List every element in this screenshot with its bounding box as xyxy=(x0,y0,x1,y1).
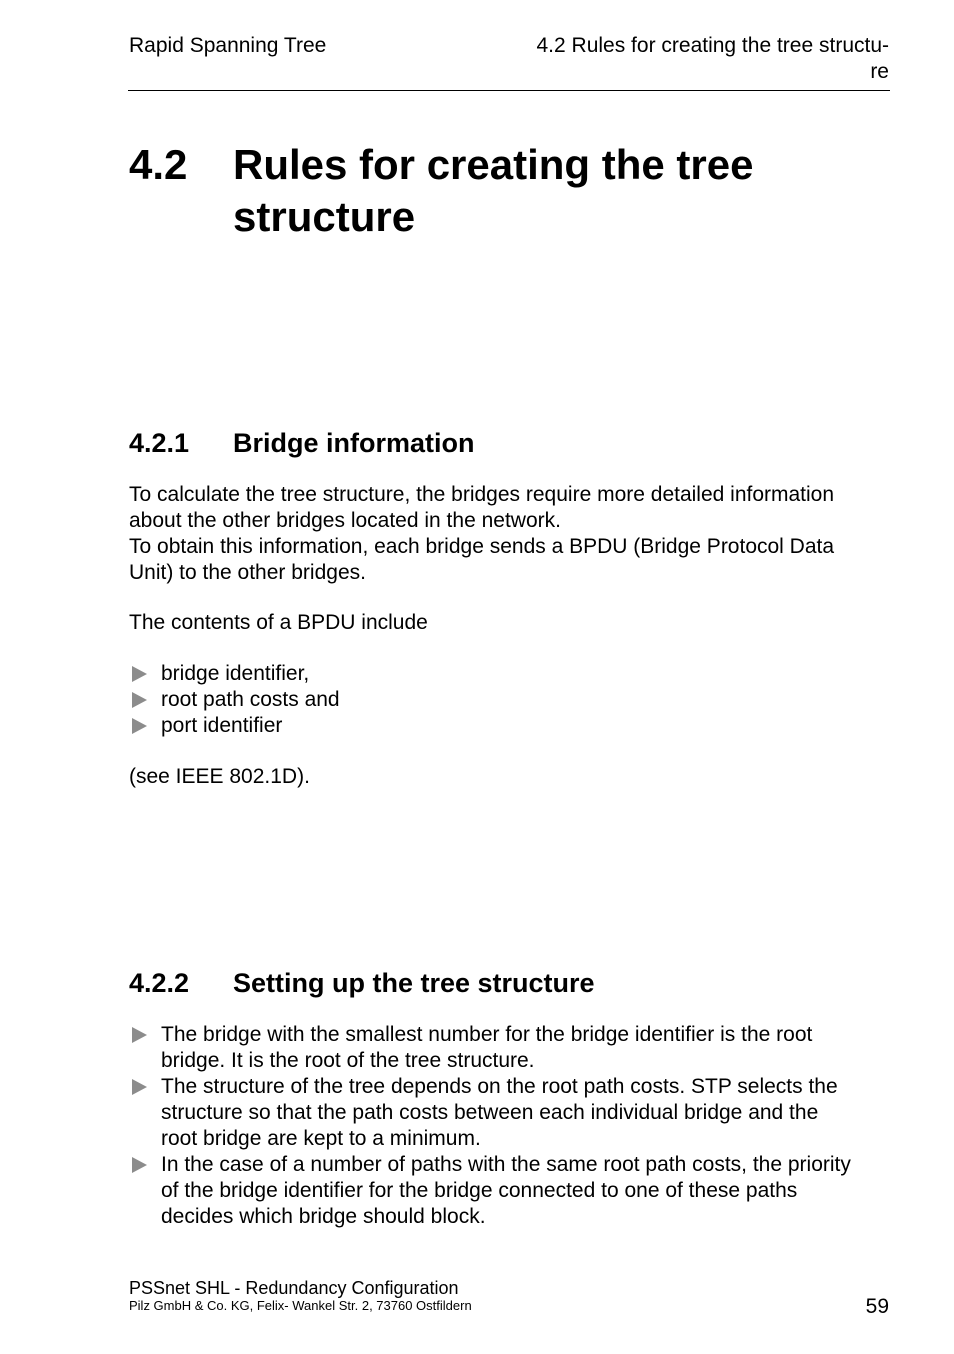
paragraph-line: about the other bridges located in the network. xyxy=(129,509,561,532)
subsection-title: Bridge information xyxy=(233,428,475,458)
list-item-line: decides which bridge should block. xyxy=(161,1205,486,1228)
list-item-text: root path costs and xyxy=(161,688,340,711)
footer-document-title: PSSnet SHL - Redundancy Configuration xyxy=(129,1278,459,1298)
paragraph-line: Unit) to the other bridges. xyxy=(129,561,366,584)
list-item-text: bridge identifier, xyxy=(161,662,310,685)
running-header-section xyxy=(469,33,889,85)
list-item-line: bridge. It is the root of the tree structure. xyxy=(161,1049,535,1072)
header-divider xyxy=(128,90,890,91)
bullet-triangle-icon xyxy=(132,1027,147,1043)
subsection-number: 4.2.2 xyxy=(129,968,190,998)
paragraph-bridge-info xyxy=(129,482,889,586)
running-header-section-line1: 4.2 Rules for creating the tree structu- xyxy=(536,34,889,57)
paragraph-bpdu-intro: The contents of a BPDU include xyxy=(129,611,428,634)
list-item xyxy=(129,1152,889,1230)
footer-address: Pilz GmbH & Co. KG, Felix- Wankel Str. 2, 73760 Ostfildern xyxy=(129,1298,472,1313)
subsection-number: 4.2.1 xyxy=(129,428,190,458)
list-item-line: The structure of the tree depends on the root path costs. STP selects the xyxy=(161,1075,838,1098)
list-item-text: port identifier xyxy=(161,714,283,737)
section-title-line1: Rules for creating the tree xyxy=(233,141,754,188)
bullet-triangle-icon xyxy=(132,718,147,734)
bpdu-contents-list xyxy=(129,661,889,739)
list-item xyxy=(129,1074,889,1152)
running-header-chapter: Rapid Spanning Tree xyxy=(129,34,327,57)
section-number: 4.2 xyxy=(129,141,188,188)
list-item-line: The bridge with the smallest number for the bridge identifier is the root xyxy=(161,1023,813,1046)
list-item-line: In the case of a number of paths with the same root path costs, the priority xyxy=(161,1153,851,1176)
paragraph-line: To obtain this information, each bridge sends a BPDU (Bridge Protocol Data xyxy=(129,535,835,558)
paragraph-line: To calculate the tree structure, the bridges require more detailed information xyxy=(129,483,835,506)
subsection-title: Setting up the tree structure xyxy=(233,968,595,998)
bullet-triangle-icon xyxy=(132,666,147,682)
paragraph-reference-note: (see IEEE 802.1D). xyxy=(129,765,310,788)
bullet-triangle-icon xyxy=(132,1079,147,1095)
running-header-section-line2: re xyxy=(870,60,889,83)
list-item xyxy=(129,687,889,713)
list-item-line: structure so that the path costs between each individual bridge and the xyxy=(161,1101,819,1124)
bullet-triangle-icon xyxy=(132,692,147,708)
section-title xyxy=(233,139,873,243)
section-title-line2: structure xyxy=(233,193,416,240)
list-item xyxy=(129,661,889,687)
list-item xyxy=(129,1022,889,1074)
page-number: 59 xyxy=(865,1295,889,1318)
list-item xyxy=(129,713,889,739)
tree-rules-list xyxy=(129,1022,889,1230)
list-item-line: of the bridge identifier for the bridge connected to one of these paths xyxy=(161,1179,798,1202)
bullet-triangle-icon xyxy=(132,1157,147,1173)
list-item-line: root bridge are kept to a minimum. xyxy=(161,1127,481,1150)
